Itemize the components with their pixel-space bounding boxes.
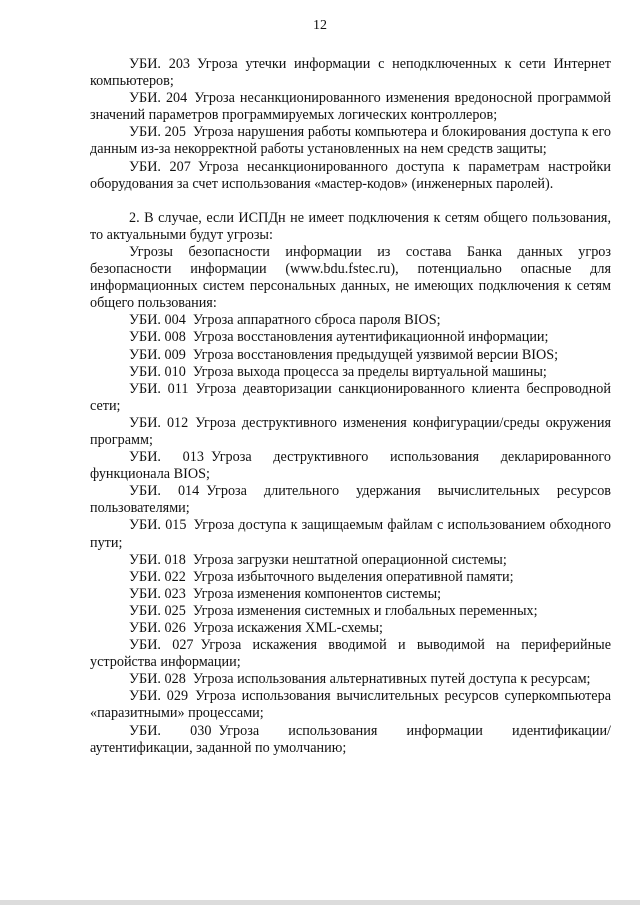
threat-item [90, 688, 611, 722]
threat-code: УБИ. 203 [129, 56, 191, 72]
threat-item [90, 56, 611, 90]
threat-text: Угроза использования альтернативных путей доступа к ресурсам; [192, 671, 591, 688]
threat-text: Угроза изменения компонентов системы; [192, 585, 442, 602]
threat-item [90, 483, 611, 517]
threat-text: Угроза восстановления предыдущей уязвимой версии BIOS; [192, 346, 559, 363]
page-number: 12 [313, 18, 327, 33]
threat-item [90, 586, 611, 603]
threat-text: Угроза длительного удержания вычислительных ресурсов пользователями; [90, 483, 611, 517]
threat-code: УБИ. 030 [129, 722, 212, 739]
threat-text: Угроза аппаратного сброса пароля BIOS; [192, 312, 441, 329]
section-2-preface: Угрозы безопасности информации из состава Банка данных угроз безопасности информации (www.bdu.fstec.ru), потенциально опасные для информационных систем персональных данных, не имеющих подключения к сетям общего пользования: [90, 243, 611, 312]
threat-code: УБИ. 207 [129, 158, 191, 175]
threat-item [90, 159, 611, 193]
threat-code: УБИ. 008 [129, 329, 186, 346]
threat-code: УБИ. 029 [129, 688, 189, 705]
threat-code: УБИ. 015 [129, 517, 187, 534]
threat-text: Угроза избыточного выделения оперативной памяти; [192, 568, 514, 585]
threat-text: Угроза доступа к защищаемым файлам с использованием обходного пути; [90, 517, 612, 551]
paragraph-gap [90, 193, 611, 210]
threat-item [90, 723, 611, 757]
threat-text: Угроза изменения системных и глобальных переменных; [192, 602, 538, 619]
threat-list-part-1 [90, 56, 611, 193]
threat-text: Угроза несанкционированного доступа к параметрам настройки оборудования за счет использования «мастер-кодов» (инженерных паролей). [90, 158, 611, 192]
threat-code: УБИ. 027 [129, 637, 194, 654]
threat-code: УБИ. 023 [129, 585, 186, 602]
threat-item [90, 90, 611, 124]
threat-code: УБИ. 012 [129, 414, 189, 431]
threat-code: УБИ. 004 [129, 312, 186, 329]
threat-code: УБИ. 011 [129, 380, 189, 397]
threat-item [90, 552, 611, 569]
threat-text: Угроза выхода процесса за пределы виртуальной машины; [192, 363, 547, 380]
threat-item [90, 637, 611, 671]
section-2-intro: 2. В случае, если ИСПДн не имеет подключения к сетям общего пользования, то актуальными будут угрозы: [90, 209, 611, 243]
threat-item [90, 415, 611, 449]
threat-item [90, 347, 611, 364]
threat-code: УБИ. 028 [129, 671, 186, 688]
document-body [90, 56, 611, 757]
threat-text: Угроза использования информации идентификации/аутентификации, заданной по умолчанию; [90, 722, 611, 756]
threat-item [90, 312, 611, 329]
threat-text: Угроза нарушения работы компьютера и блокирования доступа к его данным из-за некорректной работы установленных на нем средств защиты; [90, 124, 611, 158]
threat-code: УБИ. 205 [129, 124, 186, 141]
threat-text: Угроза утечки информации с неподключенных к сети Интернет компьютеров; [90, 56, 611, 90]
threat-item [90, 603, 611, 620]
threat-code: УБИ. 026 [129, 620, 186, 636]
threat-code: УБИ. 014 [129, 483, 200, 500]
threat-text: Угроза искажения XML-схемы; [192, 620, 383, 636]
threat-item [90, 381, 611, 415]
threat-code: УБИ. 025 [129, 602, 186, 619]
threat-item [90, 449, 611, 483]
threat-item [90, 620, 611, 637]
page-bottom-edge [0, 900, 640, 905]
threat-item [90, 124, 611, 158]
threat-code: УБИ. 009 [129, 346, 186, 363]
threat-code: УБИ. 013 [129, 449, 204, 466]
threat-item [90, 517, 611, 551]
threat-list-part-2 [90, 312, 611, 756]
threat-code: УБИ. 018 [129, 551, 186, 568]
threat-text: Угроза несанкционированного изменения вредоносной программой значений параметров программируемых логических контроллеров; [90, 90, 611, 124]
threat-code: УБИ. 022 [129, 568, 186, 585]
threat-item [90, 671, 611, 688]
threat-code: УБИ. 010 [129, 363, 186, 380]
threat-text: Угроза деавторизации санкционированного клиента беспроводной сети; [90, 380, 611, 414]
threat-item [90, 329, 611, 346]
threat-code: УБИ. 204 [129, 90, 188, 107]
threat-item [90, 364, 611, 381]
threat-text: Угроза восстановления аутентификационной информации; [192, 329, 549, 346]
threat-text: Угроза искажения вводимой и выводимой на периферийные устройства информации; [90, 637, 611, 671]
threat-item [90, 569, 611, 586]
threat-text: Угроза деструктивного использования декларированного функционала BIOS; [90, 449, 611, 483]
threat-text: Угроза использования вычислительных ресурсов суперкомпьютера «паразитными» процессами; [90, 688, 611, 722]
threat-text: Угроза деструктивного изменения конфигурации/среды окружения программ; [90, 414, 611, 448]
threat-text: Угроза загрузки нештатной операционной системы; [192, 551, 507, 568]
